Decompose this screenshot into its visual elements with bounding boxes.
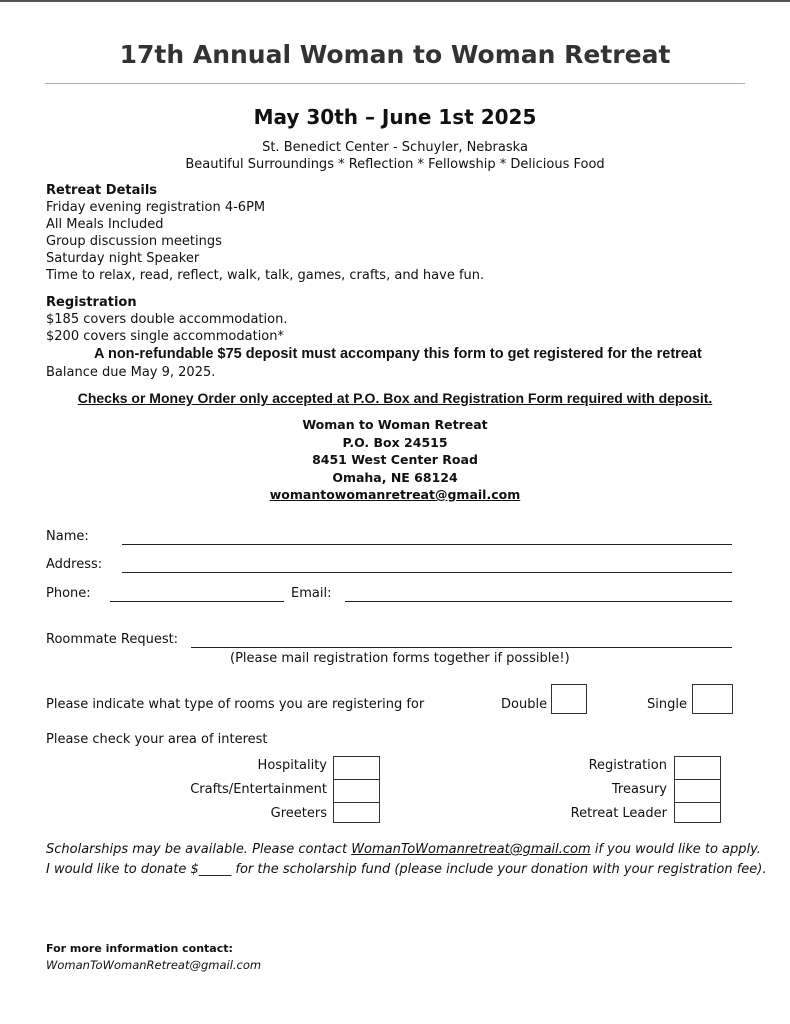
- mailing-name: Woman to Woman Retreat: [302, 417, 488, 432]
- interest-prompt: Please check your area of interest: [46, 732, 268, 747]
- phone-field[interactable]: [110, 601, 284, 602]
- details-line: Friday evening registration 4-6PM: [46, 200, 266, 215]
- retreat-details: [46, 182, 484, 284]
- interest-registration-label: Registration: [588, 758, 667, 773]
- scholarship-email[interactable]: WomanToWomanretreat@gmail.com: [351, 842, 591, 857]
- event-tagline: Beautiful Surroundings * Reflection * Fellowship * Delicious Food: [185, 157, 605, 172]
- double-checkbox[interactable]: [551, 684, 587, 714]
- interest-crafts-label: Crafts/Entertainment: [190, 782, 327, 797]
- deposit-notice: A non-refundable $75 deposit must accompany this form to get registered for the retreat: [94, 346, 702, 362]
- interest-crafts-checkbox[interactable]: [333, 779, 380, 803]
- interest-greeters-label: Greeters: [270, 806, 327, 821]
- address-field[interactable]: [122, 572, 732, 573]
- interest-treasury-label: Treasury: [611, 782, 667, 797]
- mailing-box: P.O. Box 24515: [342, 434, 448, 450]
- mailing-city: Omaha, NE 68124: [332, 469, 458, 485]
- single-checkbox[interactable]: [692, 684, 733, 714]
- mailing-street: 8451 West Center Road: [312, 452, 478, 467]
- registration-heading: Registration: [46, 295, 137, 310]
- room-type-prompt: Please indicate what type of rooms you are registering for: [46, 697, 425, 712]
- contact-email[interactable]: WomanToWomanRetreat@gmail.com: [46, 958, 262, 972]
- single-price: $200 covers single accommodation*: [46, 329, 284, 344]
- scholarship-text: Scholarships may be available. Please contact: [46, 842, 352, 857]
- mailing-email[interactable]: womantowomanretreat@gmail.com: [269, 487, 521, 502]
- interest-leader-label: Retreat Leader: [570, 806, 667, 821]
- roommate-note: (Please mail registration forms together if possible!): [230, 651, 570, 666]
- name-label: Name:: [46, 529, 89, 544]
- event-location: St. Benedict Center - Schuyler, Nebraska: [262, 140, 528, 155]
- interest-hospitality-checkbox[interactable]: [333, 756, 380, 780]
- page-title: 17th Annual Woman to Woman Retreat: [119, 40, 671, 69]
- name-field[interactable]: [122, 544, 732, 545]
- details-line: Group discussion meetings: [46, 234, 222, 249]
- phone-label: Phone:: [46, 586, 91, 601]
- donation-line[interactable]: I would like to donate $_____ for the scholarship fund (please include your donation with your registration fee).: [46, 862, 767, 877]
- top-border: [0, 0, 790, 2]
- double-price: $185 covers double accommodation.: [46, 312, 288, 327]
- mailing-address: [0, 416, 790, 504]
- details-line: Saturday night Speaker: [46, 251, 200, 266]
- interest-registration-checkbox[interactable]: [674, 756, 721, 780]
- details-line: All Meals Included: [46, 217, 164, 232]
- scholarship-text-end: if you would like to apply.: [590, 842, 761, 857]
- title-divider: [45, 83, 745, 84]
- email-field[interactable]: [345, 601, 732, 602]
- roommate-field[interactable]: [191, 647, 732, 648]
- details-line: Time to relax, read, reflect, walk, talk, games, crafts, and have fun.: [46, 268, 485, 283]
- event-date: May 30th – June 1st 2025: [253, 105, 537, 129]
- scholarship-note: [46, 842, 761, 857]
- single-label: Single: [647, 697, 687, 712]
- details-heading: Retreat Details: [46, 183, 158, 198]
- address-label: Address:: [46, 557, 103, 572]
- email-label: Email:: [291, 586, 332, 601]
- double-label: Double: [501, 697, 548, 712]
- registration-section: [46, 294, 287, 345]
- interest-greeters-checkbox[interactable]: [333, 802, 380, 823]
- payment-note: Checks or Money Order only accepted at P.O. Box and Registration Form required with deposit.: [77, 390, 713, 406]
- interest-leader-checkbox[interactable]: [674, 802, 721, 823]
- balance-due: Balance due May 9, 2025.: [46, 365, 216, 380]
- interest-hospitality-label: Hospitality: [257, 758, 327, 773]
- roommate-label: Roommate Request:: [46, 632, 179, 647]
- contact-heading: For more information contact:: [46, 942, 233, 955]
- interest-treasury-checkbox[interactable]: [674, 779, 721, 803]
